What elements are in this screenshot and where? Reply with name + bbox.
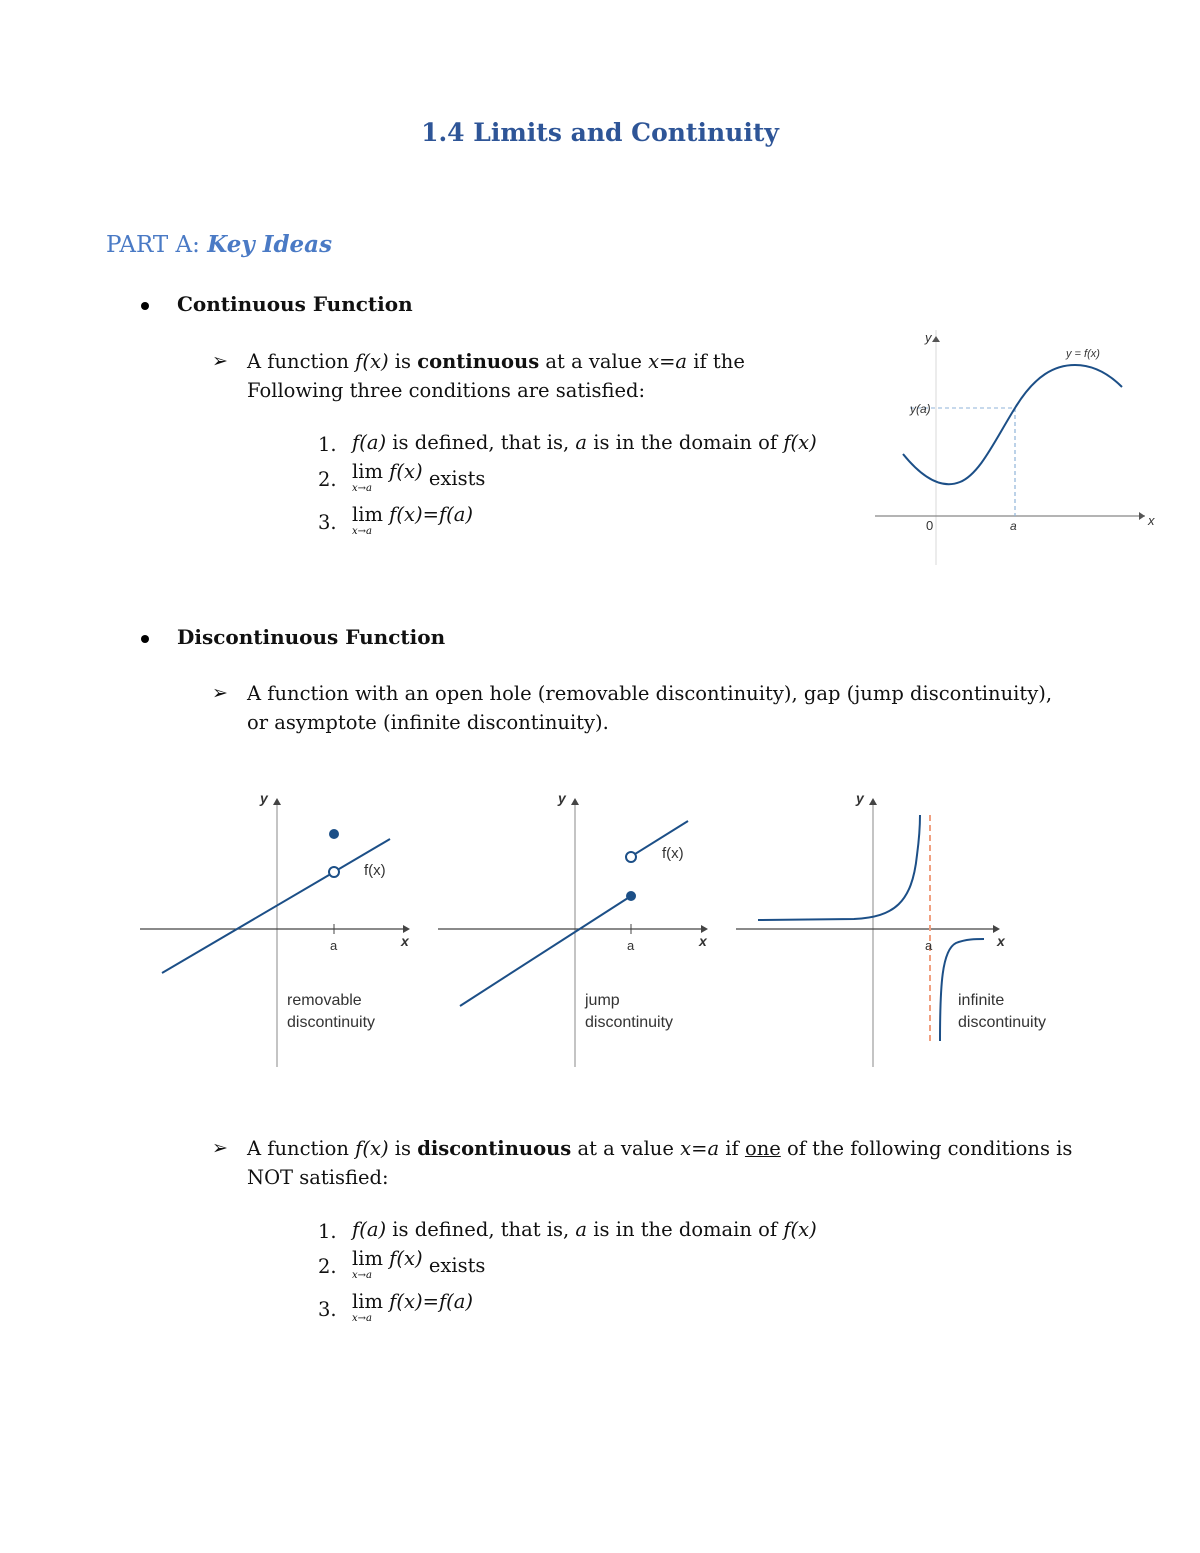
open-hole-point — [329, 867, 339, 877]
a-label: a — [627, 938, 635, 953]
condition-3: lim x→a f(x)=f(a) — [352, 503, 473, 537]
a-label: a — [925, 938, 933, 953]
a-label: a — [1010, 519, 1017, 533]
y-axis-label: y — [856, 790, 864, 806]
discontinuous-description: A function with an open hole (removable discontinuity), gap (jump discontinuity), — [247, 682, 1053, 705]
condition-2: lim x→a f(x) exists — [352, 1247, 486, 1281]
continuous-definition: A function f(x) is continuous at a value x=a if the — [247, 350, 745, 373]
condition-number: 2. — [318, 468, 337, 491]
condition-number: 3. — [318, 511, 337, 534]
lower-segment — [460, 896, 631, 1006]
jump-discontinuity-graph — [436, 785, 726, 1070]
part-a-heading — [106, 231, 332, 258]
caption-line2: discontinuity — [958, 1014, 1047, 1031]
part-a-label: PART A: — [106, 232, 200, 258]
condition-number: 2. — [318, 1255, 337, 1278]
x-axis-arrow-icon — [993, 925, 1000, 933]
y-axis-arrow-icon — [273, 798, 281, 805]
y-axis-label: y — [558, 790, 566, 806]
y-axis-label: y — [260, 790, 268, 806]
line-left-segment — [162, 875, 329, 973]
x-axis-label: x — [997, 933, 1005, 949]
a-label: a — [330, 938, 338, 953]
y-axis-arrow-icon — [869, 798, 877, 805]
y-axis-label: y — [925, 330, 932, 345]
arrow-bullet-icon: ➢ — [212, 350, 228, 372]
filled-point — [626, 891, 636, 901]
caption-line1: jump — [585, 992, 620, 1009]
filled-point — [329, 829, 339, 839]
open-hole-point — [626, 852, 636, 862]
condition-number: 1. — [318, 433, 337, 456]
discontinuous-definition-line2: NOT satisfied: — [247, 1166, 389, 1189]
discontinuous-description-line2: or asymptote (infinite discontinuity). — [247, 711, 609, 734]
part-a-topic: Key Ideas — [207, 231, 333, 258]
x-axis-arrow-icon — [403, 925, 410, 933]
condition-number: 3. — [318, 1298, 337, 1321]
continuous-heading: Continuous Function — [177, 292, 413, 316]
removable-discontinuity-graph — [138, 785, 428, 1070]
condition-2: lim x→a f(x) exists — [352, 460, 486, 494]
condition-1: f(a) is defined, that is, a is in the domain of f(x) — [352, 431, 817, 454]
x-axis-label: x — [1148, 513, 1155, 528]
origin-label: 0 — [926, 518, 934, 533]
continuous-definition-line2: Following three conditions are satisfied: — [247, 379, 646, 402]
continuous-function-graph — [870, 320, 1170, 570]
f-label: f(x) — [364, 862, 386, 879]
condition-3: lim x→a f(x)=f(a) — [352, 1290, 473, 1324]
x-axis-label: x — [699, 933, 707, 949]
caption-line1: infinite — [958, 992, 1005, 1009]
bullet-icon — [141, 635, 149, 643]
y-axis-arrow-icon — [571, 798, 579, 805]
arrow-bullet-icon: ➢ — [212, 1137, 228, 1159]
x-axis-arrow-icon — [1139, 512, 1145, 520]
bullet-icon — [141, 302, 149, 310]
x-axis-label: x — [401, 933, 409, 949]
caption-line1: removable — [287, 992, 362, 1009]
discontinuous-definition: A function f(x) is discontinuous at a value x=a if one of the following conditions is — [247, 1137, 1073, 1160]
y-axis-arrow-icon — [932, 336, 940, 342]
caption-line2: discontinuity — [585, 1014, 674, 1031]
curve-label: y = f(x) — [1066, 348, 1100, 360]
ya-label: y(a) — [910, 402, 931, 416]
arrow-bullet-icon: ➢ — [212, 682, 228, 704]
condition-1: f(a) is defined, that is, a is in the domain of f(x) — [352, 1218, 817, 1241]
page-title: 1.4 Limits and Continuity — [421, 118, 779, 147]
left-branch — [758, 815, 920, 920]
condition-number: 1. — [318, 1220, 337, 1243]
infinite-discontinuity-graph — [734, 785, 1074, 1070]
caption-line2: discontinuity — [287, 1014, 376, 1031]
discontinuous-heading: Discontinuous Function — [177, 625, 446, 649]
f-label: f(x) — [662, 845, 684, 862]
x-axis-arrow-icon — [701, 925, 708, 933]
